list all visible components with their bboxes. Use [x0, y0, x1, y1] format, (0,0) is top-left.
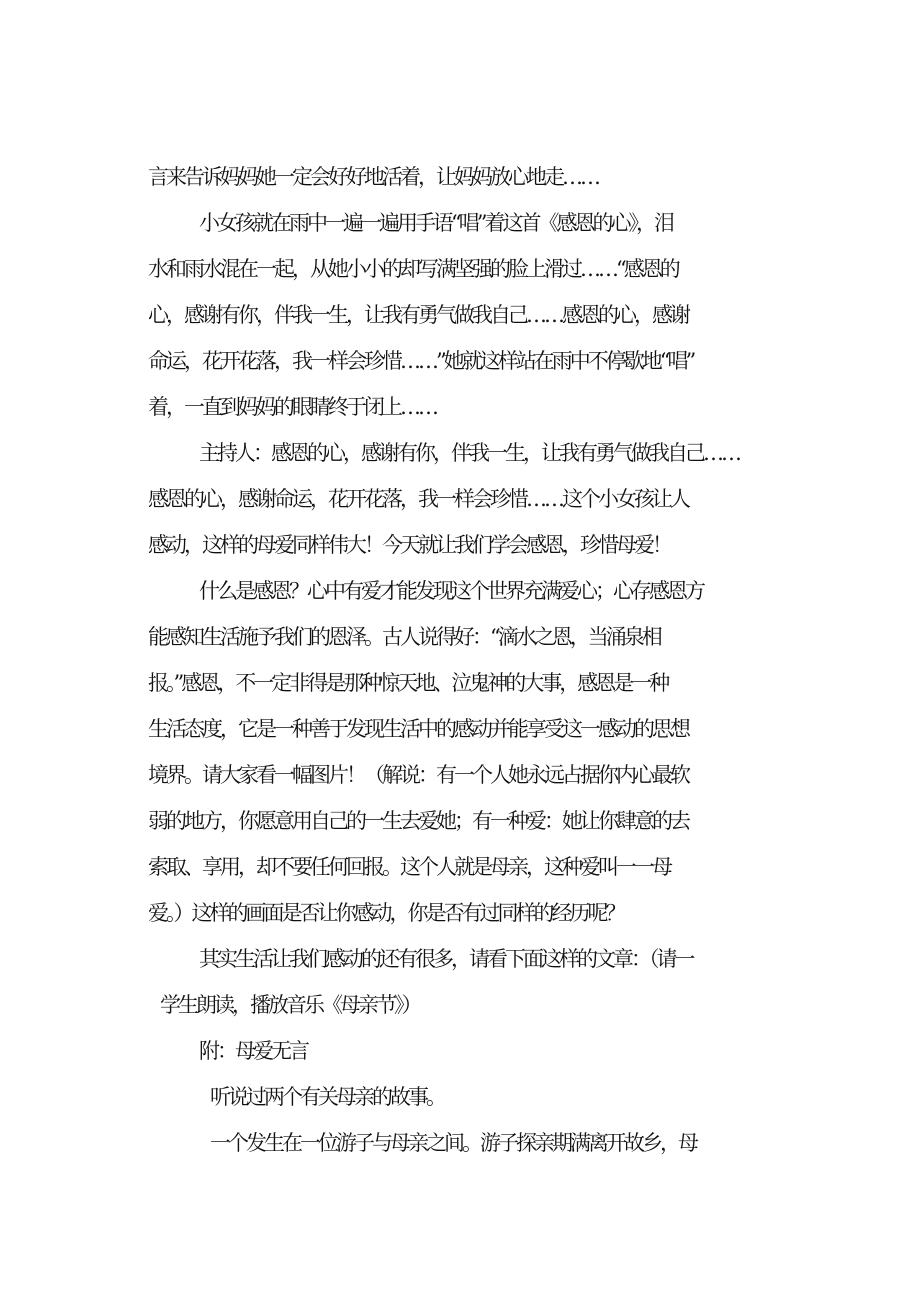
text-line: 水和雨水混在一起，从她小小的却写满坚强的脸上滑过……“感恩的 — [148, 257, 678, 281]
text-line: 听说过两个有关母亲的故事。 — [210, 1085, 444, 1109]
text-line: 爱。）这样的画面是否让你感动，你是否有过同样的经历呢？ — [148, 901, 624, 925]
text-line: 什么是感恩？心中有爱才能发现这个世界充满爱心；心存感恩方 — [199, 579, 703, 603]
text-line: 心，感谢有你，伴我一生，让我有勇气做我自己……感恩的心，感谢 — [148, 303, 688, 327]
text-line: 能感知生活施予我们的恩泽。古人说得好：“滴水之恩，当涌泉相 — [148, 625, 660, 649]
text-line: 索取、享用，却不要任何回报。这个人就是母亲，这种爱叫一一母 — [148, 855, 670, 879]
text-line: 境界。请大家看一幅图片！（解说：有一个人她永远占据你内心最软 — [148, 763, 688, 787]
text-line: 弱的地方，你愿意用自己的一生去爱她；有一种爱：她让你肆意的去 — [148, 809, 688, 833]
text-line: 感恩的心，感谢命运，花开花落，我一样会珍惜……这个小女孩让人 — [148, 487, 688, 511]
text-line: 感动，这样的母爱同样伟大！今天就让我们学会感恩，珍惜母爱！ — [148, 533, 670, 557]
section-heading: 附：母爱无言 — [199, 1039, 307, 1063]
text-line: 生活态度，它是一种善于发现生活中的感动并能享受这一感动的思想 — [148, 717, 688, 741]
text-line: 主持人：感恩的心，感谢有你，伴我一生，让我有勇气做我自己…… — [199, 441, 739, 465]
text-line: 报。”感恩，不一定非得是那种惊天地、泣鬼神的大事，感恩是一种 — [148, 671, 668, 695]
text-line: 命运，花开花落，我一样会珍惜……”她就这样站在雨中不停歇地“唱” — [148, 349, 694, 373]
text-line: 一个发生在一位游子与母亲之间。游子探亲期满离开故乡，母 — [210, 1131, 696, 1155]
text-line: 着，一直到妈妈的眼睛终于闭上…… — [148, 395, 436, 419]
text-line: 其实生活让我们感动的还有很多，请看下面这样的文章：（请一 — [199, 947, 693, 971]
text-line: 言来告诉妈妈她一定会好好地活着，让妈妈放心地走…… — [148, 165, 598, 189]
text-line: 学生朗读，播放音乐《母亲节》） — [160, 993, 420, 1017]
text-line: 小女孩就在雨中一遍一遍用手语“唱”着这首《感恩的心》，泪 — [199, 211, 672, 235]
